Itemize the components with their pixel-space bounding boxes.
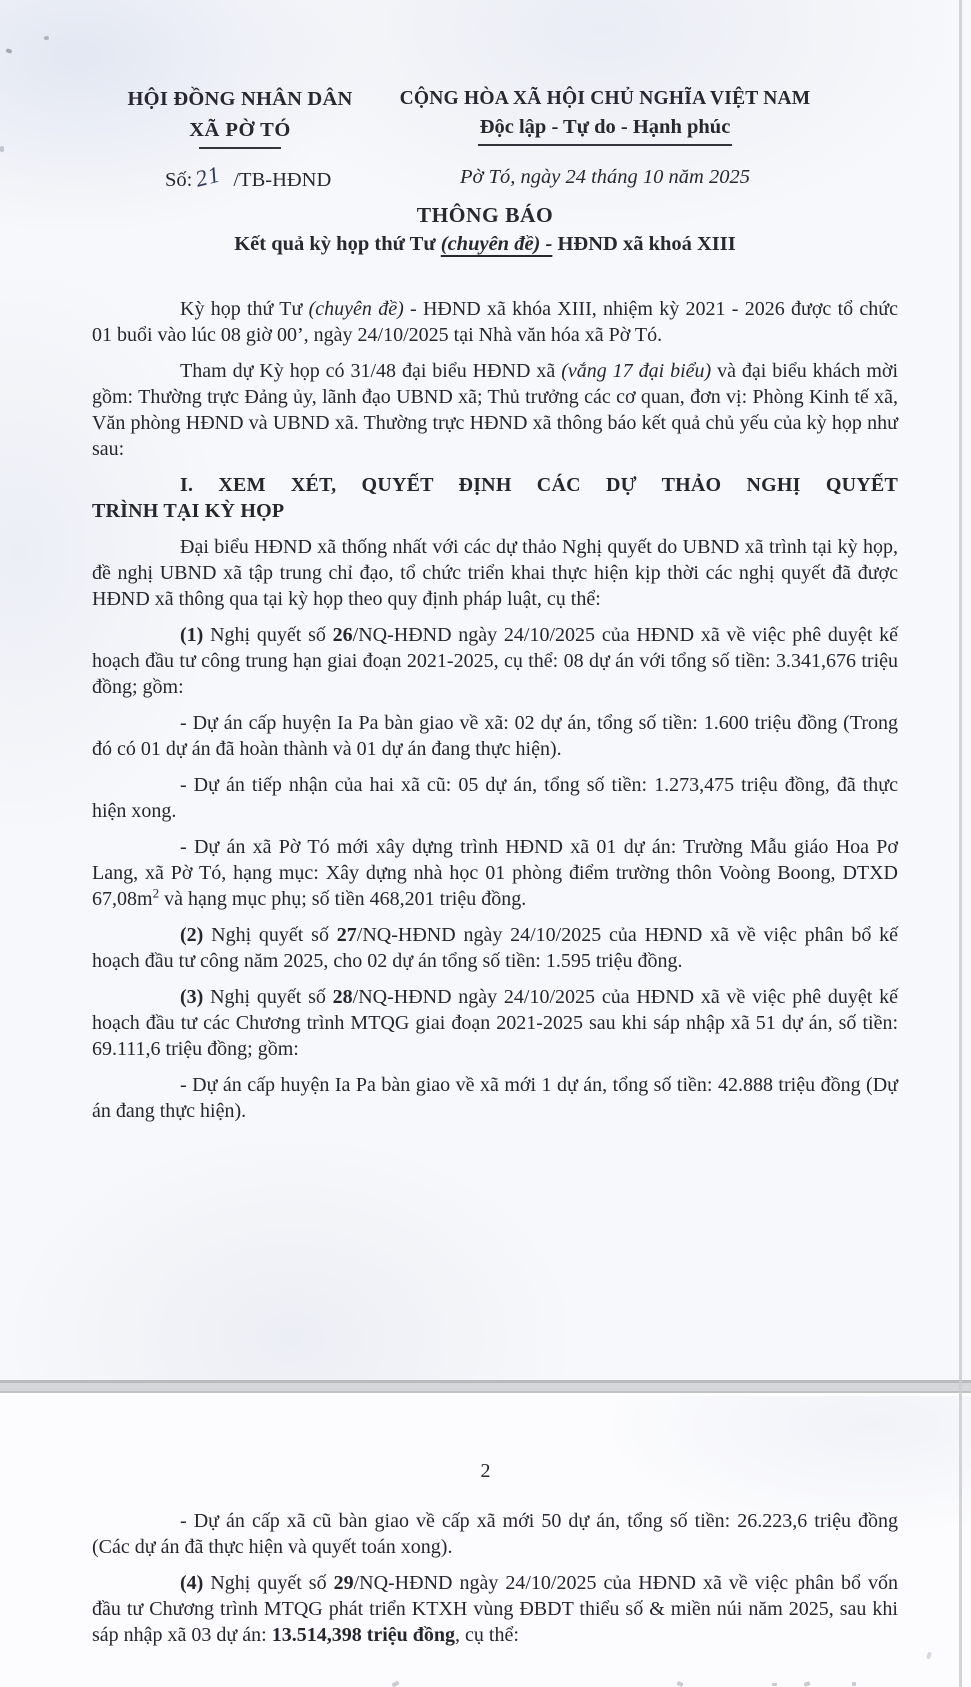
text-run: - Dự án tiếp nhận của hai xã cũ: 05 dự án, tổng số tiền: 1.273,475 triệu đồng, đã thực hiện xong.	[92, 774, 898, 822]
national-motto-text: Độc lập - Tự do - Hạnh phúc	[478, 116, 733, 146]
paragraph	[92, 498, 898, 524]
paragraph	[92, 922, 898, 974]
text-run: Kỳ họp thứ Tư	[180, 298, 309, 320]
page-separator	[0, 1380, 971, 1396]
doc-number-handwritten: 21	[193, 161, 224, 192]
text-run: (2)	[180, 924, 204, 946]
issuing-authority-block	[103, 88, 377, 149]
text-run: - Dự án xã Pờ Tó mới xây dựng trình HĐND xã 01 dự án: Trường Mẫu giáo Hoa Pơ Lang, xã Pờ Tó, hạng mục: Xây dựng nhà học 01 phòng điểm trường thôn Voòng Boong, DTXD 67,08m	[92, 836, 898, 910]
text-run: Nghị quyết số	[203, 1572, 334, 1594]
paragraph	[92, 622, 898, 700]
text-run: /NQ-HĐND ngày 24/10/2025 của HĐND xã về việc phân bổ kế hoạch đầu tư công năm 2025, cho 02 dự án tổng số tiền: 1.595 triệu đồng.	[92, 924, 899, 972]
text-run: (3)	[180, 986, 204, 1008]
text-run: (4)	[180, 1572, 204, 1594]
issuer-underline	[199, 147, 281, 149]
doc-number-suffix: /TB-HĐND	[233, 169, 332, 191]
page-2	[0, 1396, 971, 1687]
scan-speck	[44, 35, 50, 40]
document-title: THÔNG BÁO	[416, 203, 554, 227]
national-motto	[388, 116, 822, 146]
paragraph	[92, 834, 898, 912]
page-number: 2	[480, 1460, 491, 1482]
text-run: - HĐND xã khóa XIII, nhiệm kỳ 2021 - 2026 được tổ chức 01 buổi vào lúc 08 giờ 00’, ngày 24/10/2025 tại Nhà văn hóa xã Pờ Tó.	[92, 298, 898, 346]
text-run: (vắng 17 đại biểu)	[561, 360, 712, 382]
paragraph	[92, 1072, 898, 1124]
text-run: 27	[336, 924, 357, 946]
cropped-glyph-top	[803, 1681, 810, 1687]
text-run: 26	[332, 624, 353, 646]
scan-speck	[926, 1652, 932, 1660]
text-run: (chuyên đề)	[308, 298, 404, 320]
text-run: /NQ-HĐND ngày 24/10/2025 của HĐND xã về việc phân bổ vốn đầu tư Chương trình MTQG phát triển KTXH vùng ĐBDT thiểu số & miền núi năm 2025, sau khi sáp nhập xã 03 dự án:	[92, 1572, 898, 1646]
text-run: - Dự án cấp xã cũ bàn giao về cấp xã mới 50 dự án, tổng số tiền: 26.223,6 triệu đồng (Các dự án đã thực hiện và quyết toán xong).	[92, 1510, 898, 1558]
text-run: 28	[332, 986, 353, 1008]
text-run: (1)	[180, 624, 204, 646]
paragraph	[92, 1508, 898, 1560]
text-run: Tham dự Kỳ họp có 31/48 đại biểu HĐND xã	[180, 360, 562, 382]
place-dateline: Pờ Tó, ngày 24 tháng 10 năm 2025	[460, 166, 750, 188]
text-run: Nghị quyết số	[203, 924, 337, 946]
text-run: , cụ thể:	[455, 1624, 519, 1646]
scan-edge-line	[959, 0, 962, 1687]
paragraph	[92, 984, 898, 1062]
subtitle-post: HĐND xã khoá XIII	[552, 233, 736, 255]
paragraph	[92, 472, 898, 498]
text-run: - Dự án cấp huyện Ia Pa bàn giao về xã: 02 dự án, tổng số tiền: 1.600 triệu đồng (Trong đó có 01 dự án đã hoàn thành và 01 dự án đang thực hiện).	[92, 712, 898, 760]
cropped-glyph-top	[391, 1681, 399, 1687]
text-run: /NQ-HĐND ngày 24/10/2025 của HĐND xã về việc phê duyệt kế hoạch đầu tư công trung hạn giai đoạn 2021-2025, cụ thể: 08 dự án với tổng số tiền: 3.341,676 triệu đồng; gồm:	[92, 624, 898, 698]
text-run: I. XEM XÉT, QUYẾT ĐỊNH CÁC DỰ THẢO NGHỊ QUYẾT	[180, 474, 898, 496]
scan-speck	[0, 146, 4, 152]
cropped-glyph-top	[676, 1681, 683, 1687]
text-run: 29	[333, 1572, 354, 1594]
paragraph	[92, 358, 898, 462]
page2-body	[92, 1496, 898, 1648]
subtitle-pre: Kết quả kỳ họp thứ Tư	[234, 233, 441, 255]
text-run: 13.514,398 triệu đồng	[271, 1624, 456, 1646]
text-run: và hạng mục phụ; số tiền 468,201 triệu đồng.	[159, 888, 527, 910]
text-run: Nghị quyết số	[203, 624, 333, 646]
paragraph	[92, 710, 898, 762]
cropped-glyph-top	[772, 1683, 777, 1686]
issuer-unit: XÃ PỜ TÓ	[189, 118, 291, 141]
text-run: và đại biểu khách mời gồm: Thường trực Đảng ủy, lãnh đạo UBND xã; Thủ trưởng các cơ quan, đơn vị: Phòng Kinh tế xã, Văn phòng HĐND và UBND xã. Thường trực HĐND xã thông báo kết quả chủ yếu của kỳ họp như sau:	[92, 360, 899, 460]
cropped-glyph-top	[852, 1682, 856, 1686]
scan-speck	[5, 48, 12, 54]
doc-number-prefix: Số:	[165, 169, 193, 191]
page1-body	[92, 284, 898, 1124]
document-subtitle	[82, 233, 888, 256]
cropped-text-line	[92, 1679, 898, 1687]
national-title: CỘNG HÒA XÃ HỘI CHỦ NGHĨA VIỆT NAM	[399, 88, 811, 109]
text-run: Đại biểu HĐND xã thống nhất với các dự thảo Nghị quyết do UBND xã trình tại kỳ họp, đề nghị UBND xã tập trung chỉ đạo, tổ chức triển khai thực hiện kịp thời các nghị quyết đã được HĐND xã thông qua tại kỳ họp theo quy định pháp luật, cụ thể:	[92, 536, 898, 610]
paragraph	[92, 534, 898, 612]
paragraph	[92, 296, 898, 348]
text-run: /NQ-HĐND ngày 24/10/2025 của HĐND xã về việc phê duyệt kế hoạch đầu tư các Chương trình MTQG giai đoạn 2021-2025 sau khi sáp nhập xã 51 dự án, số tiền: 69.111,6 triệu đồng; gồm:	[92, 986, 898, 1060]
text-run: TRÌNH TẠI KỲ HỌP	[92, 500, 285, 522]
text-run: - Dự án cấp huyện Ia Pa bàn giao về xã mới 1 dự án, tổng số tiền: 42.888 triệu đồng (Dự án đang thực hiện).	[92, 1074, 898, 1122]
paragraph	[92, 1570, 898, 1648]
text-run: Nghị quyết số	[203, 986, 333, 1008]
subtitle-emphasis: (chuyên đề) -	[440, 233, 553, 255]
paragraph	[92, 772, 898, 824]
document-number	[165, 161, 332, 192]
issuer-name: HỘI ĐỒNG NHÂN DÂN	[127, 88, 353, 110]
text-run: 2	[152, 885, 160, 901]
national-header-block	[388, 88, 822, 146]
